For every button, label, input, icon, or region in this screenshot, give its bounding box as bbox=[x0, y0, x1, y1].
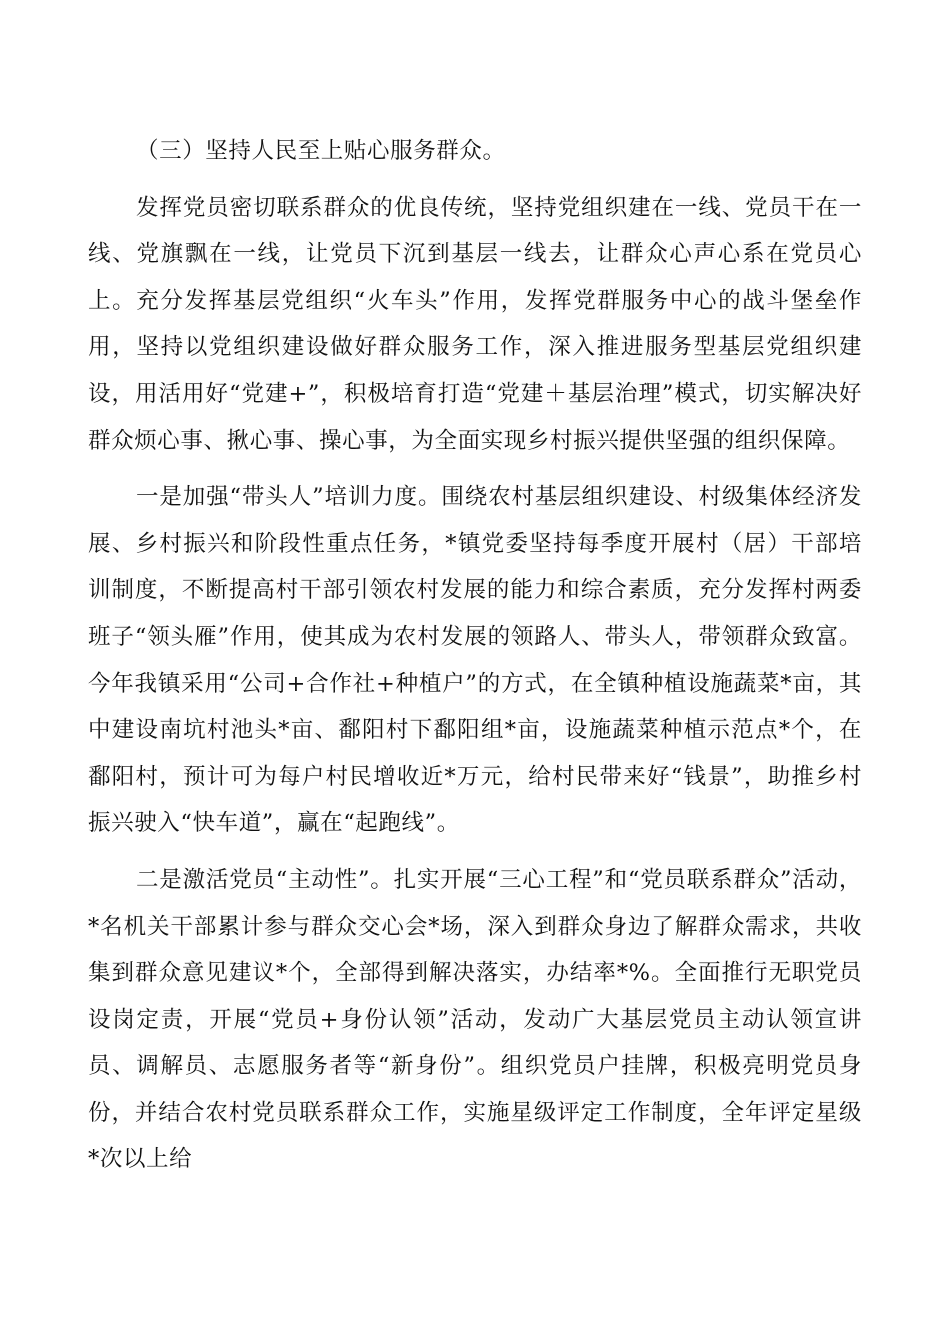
document-body bbox=[88, 128, 862, 1193]
paragraph-party-member-initiative: 二是激活党员“主动性”。扎实开展“三心工程”和“党员联系群众”活动，*名机关干部累计参与群众交心会*场，深入到群众身边了解群众需求，共收集到群众意见建议*个，全部得到解决落实，办结率*%。全面推行无职党员设岗定责，开展“党员+身份认领”活动，发动广大基层党员主动认领宣讲员、调解员、志愿服务者等“新身份”。组织党员户挂牌，积极亮明党员身份，并结合农村党员联系群众工作，实施星级评定工作制度，全年评定星级*次以上给 bbox=[88, 866, 862, 1173]
paragraph-leader-training: 一是加强“带头人”培训力度。围绕农村基层组织建设、村级集体经济发展、乡村振兴和阶段性重点任务，*镇党委坚持每季度开展村（居）干部培训制度，不断提高村干部引领农村发展的能力和综合素质，充分发挥村两委班子“领头雁”作用，使其成为农村发展的领路人、带头人，带领群众致富。今年我镇采用“公司+合作社+种植户”的方式，在全镇种植设施蔬菜*亩，其中建设南坑村池头*亩、鄱阳村下鄱阳组*亩，设施蔬菜种植示范点*个，在鄱阳村，预计可为每户村民增收近*万元，给村民带来好“钱景”，助推乡村振兴驶入“快车道”，赢在“起跑线”。 bbox=[88, 484, 862, 837]
section-heading: （三）坚持人民至上贴心服务群众。 bbox=[136, 138, 506, 164]
paragraph-intro: 发挥党员密切联系群众的优良传统，坚持党组织建在一线、党员干在一线、党旗飘在一线，让党员下沉到基层一线去，让群众心声心系在党员心上。充分发挥基层党组织“火车头”作用，发挥党群服务中心的战斗堡垒作用，坚持以党组织建设做好群众服务工作，深入推进服务型基层党组织建设，用活用好“党建+”，积极培育打造“党建＋基层治理”模式，切实解决好群众烦心事、揪心事、操心事，为全面实现乡村振兴提供坚强的组织保障。 bbox=[88, 194, 862, 454]
